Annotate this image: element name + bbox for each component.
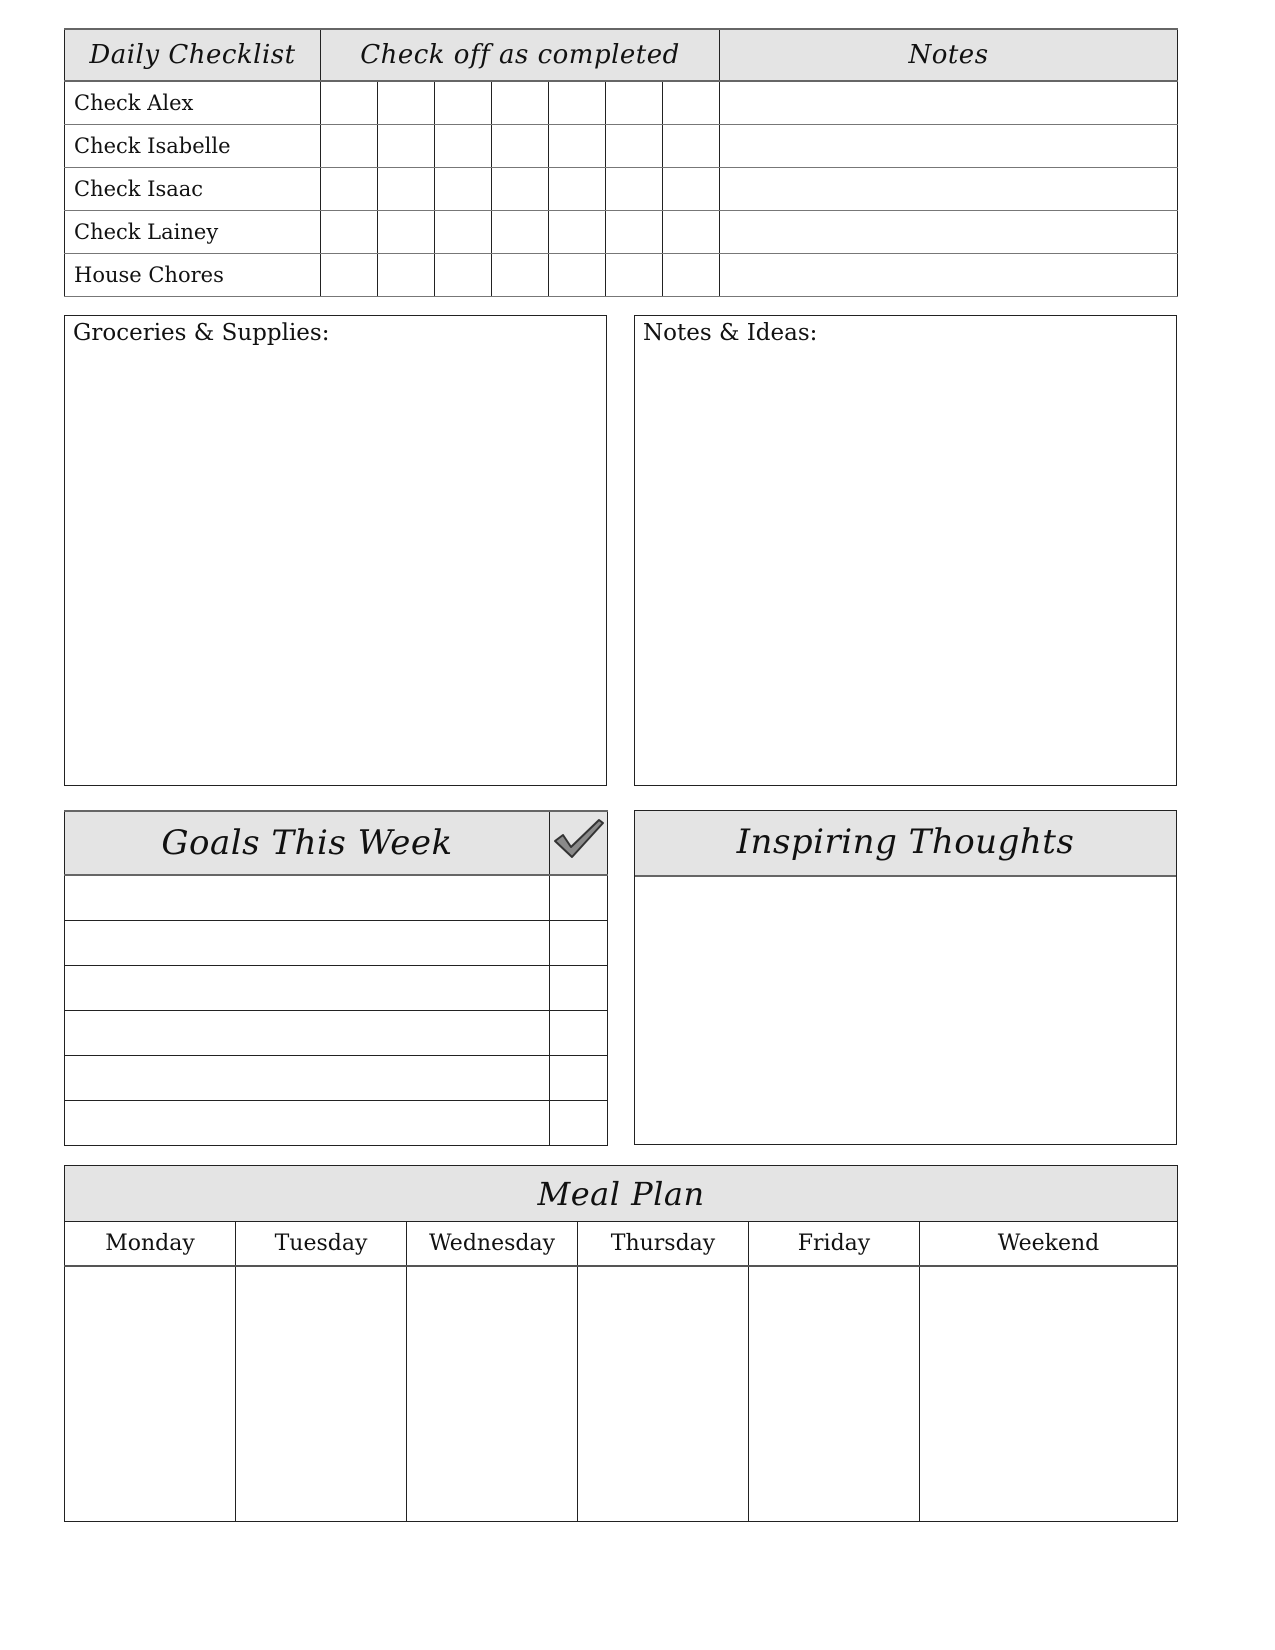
check-box[interactable] [549,81,606,124]
goal-check-box[interactable] [550,1010,608,1055]
check-box[interactable] [606,81,663,124]
inspiring-thoughts-title: Inspiring Thoughts [635,811,1176,877]
goals-title: Goals This Week [65,811,550,875]
checklist-row-label: Check Alex [65,81,321,124]
daily-checklist-table [64,28,1178,297]
check-box[interactable] [378,253,435,296]
inspiring-thoughts-box [634,810,1177,1145]
meal-cell-monday[interactable] [65,1266,236,1522]
check-box[interactable] [492,210,549,253]
check-off-header: Check off as completed [321,29,720,81]
notes-cell[interactable] [720,81,1178,124]
check-box[interactable] [549,253,606,296]
meal-cell-weekend[interactable] [920,1266,1178,1522]
goals-check-header [550,811,608,875]
check-box[interactable] [435,124,492,167]
check-box[interactable] [549,210,606,253]
notes-ideas-title: Notes & Ideas: [643,320,818,346]
checklist-row-label: Check Isabelle [65,124,321,167]
inspiring-thoughts-area[interactable] [635,877,1176,1145]
goal-row [65,920,608,965]
check-box[interactable] [378,167,435,210]
daily-checklist-header: Daily Checklist [65,29,321,81]
notes-cell[interactable] [720,253,1178,296]
check-box[interactable] [663,124,720,167]
check-box[interactable] [435,210,492,253]
check-box[interactable] [321,253,378,296]
notes-header: Notes [720,29,1178,81]
goal-cell[interactable] [65,1055,550,1100]
checklist-row [65,253,1178,296]
meal-cell-wednesday[interactable] [407,1266,578,1522]
check-box[interactable] [321,81,378,124]
check-box[interactable] [663,81,720,124]
goal-row [65,875,608,920]
notes-cell[interactable] [720,124,1178,167]
meal-cell-friday[interactable] [749,1266,920,1522]
check-box[interactable] [321,124,378,167]
day-header-weekend: Weekend [920,1222,1178,1266]
checklist-row [65,210,1178,253]
goal-cell[interactable] [65,1100,550,1145]
check-box[interactable] [606,167,663,210]
goal-cell[interactable] [65,965,550,1010]
check-box[interactable] [492,167,549,210]
checklist-row-label: Check Isaac [65,167,321,210]
checklist-row [65,124,1178,167]
check-box[interactable] [663,167,720,210]
notes-cell[interactable] [720,210,1178,253]
goals-table [64,810,608,1146]
goal-check-box[interactable] [550,1055,608,1100]
notes-ideas-box[interactable] [634,315,1177,786]
check-box[interactable] [663,210,720,253]
goal-cell[interactable] [65,875,550,920]
check-box[interactable] [435,167,492,210]
check-box[interactable] [321,167,378,210]
check-box[interactable] [606,210,663,253]
meal-plan-title: Meal Plan [65,1166,1178,1222]
checklist-row [65,167,1178,210]
goal-cell[interactable] [65,920,550,965]
check-box[interactable] [492,253,549,296]
check-box[interactable] [435,253,492,296]
goal-row [65,1100,608,1145]
checklist-row [65,81,1178,124]
check-box[interactable] [663,253,720,296]
groceries-box[interactable] [64,315,607,786]
goal-check-box[interactable] [550,1100,608,1145]
check-box[interactable] [606,253,663,296]
checklist-row-label: House Chores [65,253,321,296]
check-box[interactable] [492,81,549,124]
goal-cell[interactable] [65,1010,550,1055]
check-box[interactable] [606,124,663,167]
day-header-wednesday: Wednesday [407,1222,578,1266]
check-box[interactable] [378,210,435,253]
goal-row [65,1055,608,1100]
check-box[interactable] [435,81,492,124]
notes-cell[interactable] [720,167,1178,210]
goal-row [65,965,608,1010]
meal-cell-tuesday[interactable] [236,1266,407,1522]
check-box[interactable] [492,124,549,167]
check-box[interactable] [378,124,435,167]
day-header-monday: Monday [65,1222,236,1266]
meal-cell-thursday[interactable] [578,1266,749,1522]
checklist-row-label: Check Lainey [65,210,321,253]
day-header-tuesday: Tuesday [236,1222,407,1266]
check-box[interactable] [549,124,606,167]
checkmark-icon [553,817,605,861]
goal-check-box[interactable] [550,875,608,920]
day-header-thursday: Thursday [578,1222,749,1266]
meal-plan-table [64,1165,1178,1522]
goal-check-box[interactable] [550,965,608,1010]
goal-check-box[interactable] [550,920,608,965]
check-box[interactable] [378,81,435,124]
check-box[interactable] [549,167,606,210]
goal-row [65,1010,608,1055]
day-header-friday: Friday [749,1222,920,1266]
groceries-title: Groceries & Supplies: [73,320,330,346]
check-box[interactable] [321,210,378,253]
